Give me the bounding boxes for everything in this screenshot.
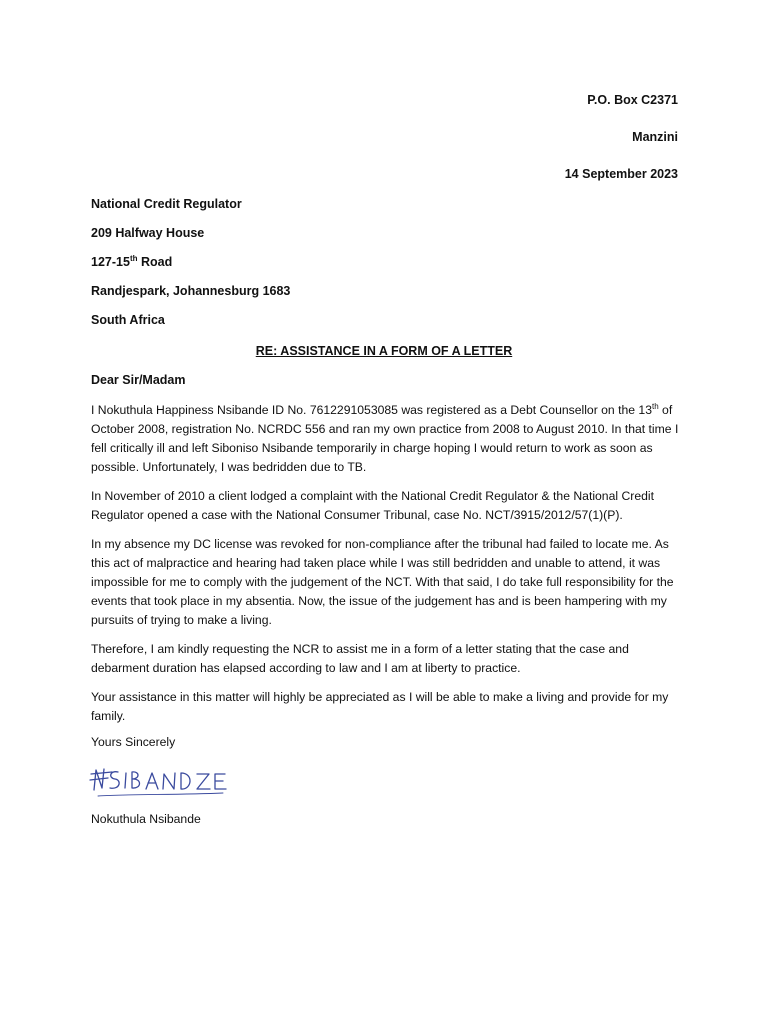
recipient-org: National Credit Regulator	[91, 197, 242, 211]
paragraph-1	[91, 401, 681, 477]
signature	[88, 760, 230, 804]
letter-body	[91, 401, 681, 736]
recipient-line2-suffix: Road	[137, 255, 173, 269]
sender-po-box: P.O. Box C2371	[587, 93, 678, 107]
paragraph-1-sup: th	[651, 401, 659, 411]
signer-name: Nokuthula Nsibande	[91, 812, 201, 826]
closing: Yours Sincerely	[91, 735, 176, 749]
paragraph-4: Therefore, I am kindly requesting the NCR to assist me in a form of a letter stating that the case and debarment duration has elapsed according to law and I am at liberty to practice.	[91, 642, 629, 675]
recipient-line1: 209 Halfway House	[91, 226, 205, 240]
paragraph-3: In my absence my DC license was revoked for non-compliance after the tribunal had failed to locate me. As this act of malpractice and hearing had taken place while I was still bedridden and unable to attend, it was impossible for me to comply with the judgement of the NCT. With that said, I do take full responsibility for the events that took place in my absentia. Now, the issue of the judgement has and is been hampering with my pursuits of trying to make a living.	[91, 537, 674, 627]
sender-city: Manzini	[632, 130, 678, 144]
paragraph-2: In November of 2010 a client lodged a complaint with the National Credit Regulator & the National Credit Regulator opened a case with the National Consumer Tribunal, case No. NCT/3915/2012/57(1)(P).	[91, 489, 654, 522]
sender-address	[565, 93, 678, 204]
letter-date: 14 September 2023	[564, 167, 678, 181]
recipient-country: South Africa	[91, 313, 165, 327]
paragraph-1-end: of October 2008, registration No. NCRDC 556 and ran my own practice from 2008 to August 2010. In that time I fell critically ill and left Siboniso Nsibande temporarily in charge hoping I would return to work as soon as possible. Unfortunately, I was bedridden due to TB.	[91, 403, 679, 474]
recipient-line3: Randjespark, Johannesburg 1683	[91, 284, 291, 298]
recipient-address	[91, 197, 290, 342]
recipient-line2-sup: th	[129, 253, 138, 263]
subject-line: RE: ASSISTANCE IN A FORM OF A LETTER	[255, 344, 513, 358]
recipient-line2	[91, 255, 290, 270]
paragraph-1-start: I Nokuthula Happiness Nsibande ID No. 7612291053085 was registered as a Debt Counsellor on the 13	[91, 403, 652, 417]
recipient-line2-prefix: 127-15	[91, 255, 130, 269]
salutation: Dear Sir/Madam	[91, 373, 186, 387]
paragraph-5: Your assistance in this matter will highly be appreciated as I will be able to make a living and provide for my family.	[91, 690, 669, 723]
